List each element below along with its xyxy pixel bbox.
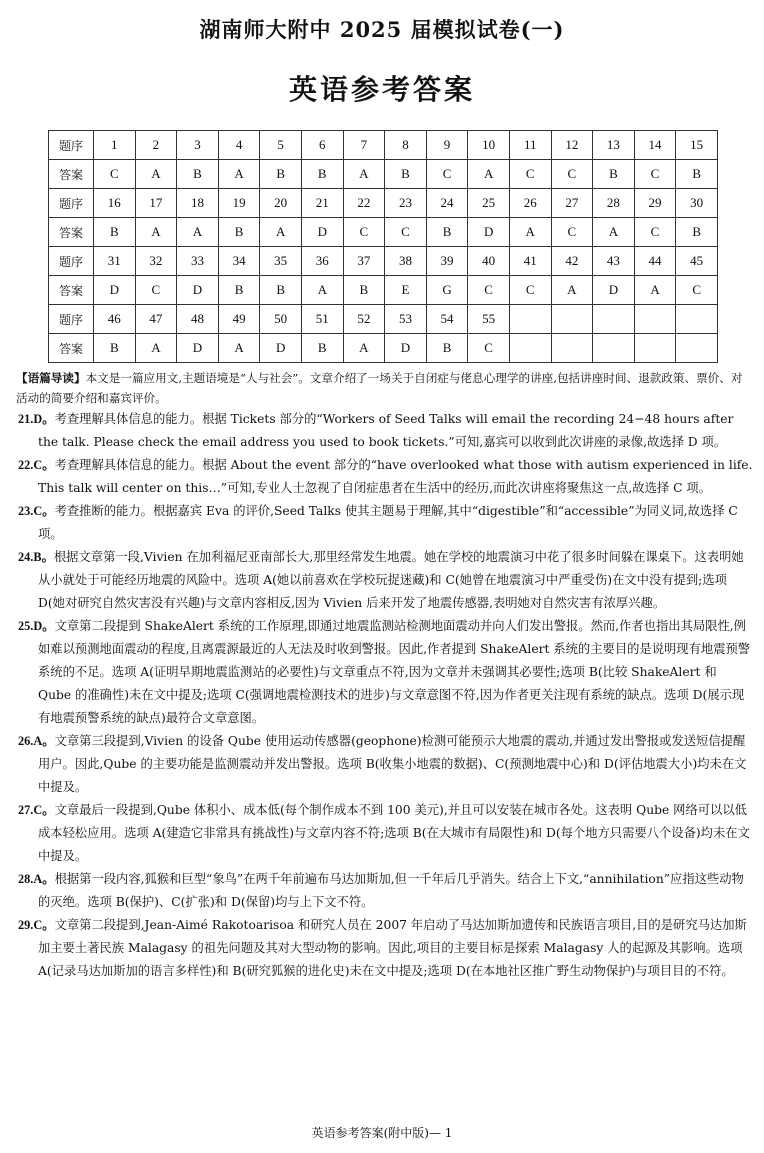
table-cell: C [343, 218, 385, 247]
explanations-section [16, 368, 753, 983]
row-label: 答案 [49, 160, 94, 189]
table-cell: A [301, 276, 343, 305]
table-cell: B [177, 160, 219, 189]
table-cell: C [94, 160, 136, 189]
table-cell: B [218, 276, 260, 305]
table-cell: B [676, 160, 718, 189]
explanation-item [18, 730, 753, 799]
explanation-item [18, 546, 753, 615]
explanation-number: 29.C。 [18, 918, 55, 932]
table-cell: 42 [551, 247, 593, 276]
table-cell: C [426, 160, 468, 189]
table-cell: A [343, 334, 385, 363]
table-cell: A [343, 160, 385, 189]
row-label: 答案 [49, 276, 94, 305]
table-cell: B [676, 218, 718, 247]
table-cell: B [593, 160, 635, 189]
row-label: 答案 [49, 218, 94, 247]
table-cell: 25 [468, 189, 510, 218]
table-cell [509, 334, 551, 363]
table-cell: D [177, 334, 219, 363]
table-cell [551, 334, 593, 363]
exam-title: 湖南师大附中 2025 届模拟试卷(一) [199, 17, 565, 42]
reading-guide-text: 本文是一篇应用文,主题语境是“人与社会”。文章介绍了一场关于自闭症与佬息心理学的讲座,包括讲座时间、退款政策、票价、对活动的简要介绍和嘉宾评价。 [16, 371, 743, 405]
table-cell: 21 [301, 189, 343, 218]
explanation-text: 考查理解具体信息的能力。根据 About the event 部分的“have overlooked what those with autism experienced in life. This talk will center on this…”可知,专业人士忽视了自闭症患者在生活中的经历,而此次讲座将聚焦这一点,故选择 C 项。 [38, 458, 753, 495]
table-cell: 23 [385, 189, 427, 218]
page-footer: 英语参考答案(附中版)— 1 [311, 1126, 453, 1140]
table-cell [593, 334, 635, 363]
table-cell: C [676, 276, 718, 305]
table-cell: D [260, 334, 302, 363]
table-cell: 12 [551, 131, 593, 160]
explanation-item [18, 408, 753, 454]
table-cell: B [385, 160, 427, 189]
table-cell: A [218, 160, 260, 189]
explanation-text: 根据第一段内容,狐猴和巨型“象鸟”在两千年前遍布马达加斯加,但一千年后几乎消失。结合上下文,“annihilation”应指这些动物的灭绝。选项 B(保护)、C(扩张)和 D(保留)均与上下文不符。 [38, 872, 744, 909]
table-row [49, 218, 718, 247]
table-cell: 43 [593, 247, 635, 276]
table-cell: A [634, 276, 676, 305]
table-cell: C [509, 276, 551, 305]
table-cell: C [468, 334, 510, 363]
explanation-number: 22.C。 [18, 458, 55, 472]
table-cell: B [260, 276, 302, 305]
table-cell: 38 [385, 247, 427, 276]
table-cell: A [135, 334, 177, 363]
table-cell: D [177, 276, 219, 305]
table-cell: 46 [94, 305, 136, 334]
table-cell: B [343, 276, 385, 305]
table-cell: C [634, 218, 676, 247]
table-row [49, 334, 718, 363]
explanation-text: 考查推断的能力。根据嘉宾 Eva 的评价,Seed Talks 使其主题易于理解,其中“digestible”和“accessible”为同义词,故选择 C 项。 [38, 504, 738, 541]
table-cell: G [426, 276, 468, 305]
table-cell [551, 305, 593, 334]
table-cell: 44 [634, 247, 676, 276]
table-cell: 16 [94, 189, 136, 218]
table-cell [634, 305, 676, 334]
table-cell: C [634, 160, 676, 189]
explanation-list [18, 408, 753, 983]
table-cell: E [385, 276, 427, 305]
table-cell: 1 [94, 131, 136, 160]
table-cell: B [260, 160, 302, 189]
table-cell: A [218, 334, 260, 363]
table-cell: A [177, 218, 219, 247]
table-row [49, 189, 718, 218]
explanation-number: 24.B。 [18, 550, 54, 564]
explanation-item [18, 799, 753, 868]
row-label: 题序 [49, 305, 94, 334]
table-cell: 2 [135, 131, 177, 160]
table-cell: 8 [385, 131, 427, 160]
table-cell [676, 305, 718, 334]
reading-guide-tag: 【语篇导读】 [16, 371, 86, 385]
table-cell: 17 [135, 189, 177, 218]
table-cell: 6 [301, 131, 343, 160]
explanation-number: 21.D。 [18, 412, 55, 426]
explanation-text: 考查理解具体信息的能力。根据 Tickets 部分的“Workers of Seed Talks will email the recording 24−48 hours after the talk. Please check the email address you used to book tickets.”可知,嘉宾可以收到此次讲座的录像,故选择 D 项。 [38, 412, 734, 449]
table-cell: B [301, 160, 343, 189]
table-cell: A [509, 218, 551, 247]
table-cell: 31 [94, 247, 136, 276]
explanation-item [18, 500, 753, 546]
table-cell: 54 [426, 305, 468, 334]
table-cell: 22 [343, 189, 385, 218]
table-cell: 14 [634, 131, 676, 160]
table-cell: C [385, 218, 427, 247]
table-cell: 29 [634, 189, 676, 218]
table-cell: 35 [260, 247, 302, 276]
table-cell: C [468, 276, 510, 305]
explanation-number: 27.C。 [18, 803, 55, 817]
table-cell: B [218, 218, 260, 247]
table-cell: B [426, 218, 468, 247]
table-cell: 51 [301, 305, 343, 334]
explanation-text: 文章第二段提到,Jean-Aimé Rakotoarisoa 和研究人员在 2007 年启动了马达加斯加遗传和民族语言项目,目的是研究马达加斯加主要土著民族 Malagasy 的祖先问题及其对大型动物的影响。因此,项目的主要目标是探索 Malagasy 人的起源及其影响。选项 A(记录马达加斯加的语言多样性)和 B(研究狐猴的进化史)未在文中提及;选项 D(在本地社区推广野生动物保护)与项目目的不符。 [38, 918, 747, 978]
table-cell: C [551, 218, 593, 247]
table-cell: A [593, 218, 635, 247]
table-cell: 30 [676, 189, 718, 218]
table-cell: 41 [509, 247, 551, 276]
table-cell: 10 [468, 131, 510, 160]
explanation-item [18, 454, 753, 500]
explanation-number: 25.D。 [18, 619, 55, 633]
table-cell: 13 [593, 131, 635, 160]
table-cell: 11 [509, 131, 551, 160]
table-cell: 33 [177, 247, 219, 276]
explanation-item [18, 914, 753, 983]
table-cell: 39 [426, 247, 468, 276]
table-cell: 47 [135, 305, 177, 334]
table-cell: B [301, 334, 343, 363]
table-cell: C [509, 160, 551, 189]
table-cell: 34 [218, 247, 260, 276]
row-label: 题序 [49, 247, 94, 276]
table-cell: D [301, 218, 343, 247]
table-cell: 19 [218, 189, 260, 218]
reading-guide [16, 368, 753, 408]
page-title: 英语参考答案 [288, 73, 475, 106]
explanation-text: 文章最后一段提到,Qube 体积小、成本低(每个制作成本不到 100 美元),并且可以安装在城市各处。这表明 Qube 网络可以以低成本轻松应用。选项 A(建造它非常具有挑战性)与文章内容不符;选项 B(在大城市有局限性)和 D(每个地方只需要八个设备)均未在文中提及。 [38, 803, 750, 863]
row-label: 题序 [49, 131, 94, 160]
table-cell: C [135, 276, 177, 305]
table-cell: 48 [177, 305, 219, 334]
table-cell: 15 [676, 131, 718, 160]
table-cell: A [260, 218, 302, 247]
table-cell: B [94, 334, 136, 363]
table-cell: D [593, 276, 635, 305]
table-cell: 28 [593, 189, 635, 218]
answer-table [48, 130, 718, 363]
table-cell: 27 [551, 189, 593, 218]
explanation-number: 26.A。 [18, 734, 55, 748]
row-label: 答案 [49, 334, 94, 363]
table-cell: A [135, 160, 177, 189]
table-row [49, 276, 718, 305]
table-cell: 20 [260, 189, 302, 218]
explanation-text: 文章第二段提到 ShakeAlert 系统的工作原理,即通过地震监测站检测地面震动并向人们发出警报。然而,作者也指出其局限性,例如难以预测地面震动的程度,且离震源最近的人无法及时收到警报。因此,作者提到 ShakeAlert 系统的主要目的是说明现有地震预警系统的不足。选项 A(证明早期地震监测站的必要性)与文章重点不符,因为文章并未强调其必要性;选项 B(比较 ShakeAlert 和 Qube 的准确性)未在文中提及;选项 C(强调地震检测技术的进步)与文章意图不符,因为作者更关注现有系统的缺点。选项 D(展示现有地震预警系统的缺点)最符合文章意图。 [38, 619, 751, 725]
table-cell: 3 [177, 131, 219, 160]
table-cell: C [551, 160, 593, 189]
table-cell: D [385, 334, 427, 363]
table-cell [509, 305, 551, 334]
explanation-item [18, 868, 753, 914]
table-cell: 18 [177, 189, 219, 218]
table-cell: 37 [343, 247, 385, 276]
explanation-number: 23.C。 [18, 504, 55, 518]
table-row [49, 305, 718, 334]
table-cell: 49 [218, 305, 260, 334]
table-cell: 45 [676, 247, 718, 276]
table-cell: 50 [260, 305, 302, 334]
table-cell [634, 334, 676, 363]
table-row [49, 160, 718, 189]
table-cell [676, 334, 718, 363]
table-row [49, 131, 718, 160]
table-cell: 40 [468, 247, 510, 276]
table-cell: 7 [343, 131, 385, 160]
table-cell: 32 [135, 247, 177, 276]
table-cell [593, 305, 635, 334]
table-cell: B [94, 218, 136, 247]
table-cell: B [426, 334, 468, 363]
explanation-number: 28.A。 [18, 872, 55, 886]
explanation-item [18, 615, 753, 730]
table-cell: 4 [218, 131, 260, 160]
table-cell: 24 [426, 189, 468, 218]
row-label: 题序 [49, 189, 94, 218]
table-cell: 5 [260, 131, 302, 160]
table-cell: A [551, 276, 593, 305]
explanation-text: 文章第三段提到,Vivien 的设备 Qube 使用运动传感器(geophone)检测可能预示大地震的震动,并通过发出警报或发送短信提醒用户。因此,Qube 的主要功能是监测震动并发出警报。选项 B(收集小地震的数据)、C(预测地震中心)和 D(评估地震大小)均未在文中提及。 [38, 734, 747, 794]
table-cell: 52 [343, 305, 385, 334]
table-cell: 36 [301, 247, 343, 276]
explanation-text: 根据文章第一段,Vivien 在加利福尼亚南部长大,那里经常发生地震。她在学校的地震演习中花了很多时间躲在课桌下。这表明她从小就处于可能经历地震的风险中。选项 A(她以前喜欢在学校玩捉迷藏)和 C(她曾在地震演习中严重受伤)在文中没有提到;选项 D(她对研究自然灾害没有兴趣)与文章内容相反,因为 Vivien 后来开发了地震传感器,表明她对自然灾害有浓厚兴趣。 [38, 550, 744, 610]
table-cell: A [468, 160, 510, 189]
table-row [49, 247, 718, 276]
table-cell: D [468, 218, 510, 247]
table-cell: A [135, 218, 177, 247]
table-cell: 55 [468, 305, 510, 334]
table-cell: 26 [509, 189, 551, 218]
table-cell: 53 [385, 305, 427, 334]
table-cell: D [94, 276, 136, 305]
table-cell: 9 [426, 131, 468, 160]
